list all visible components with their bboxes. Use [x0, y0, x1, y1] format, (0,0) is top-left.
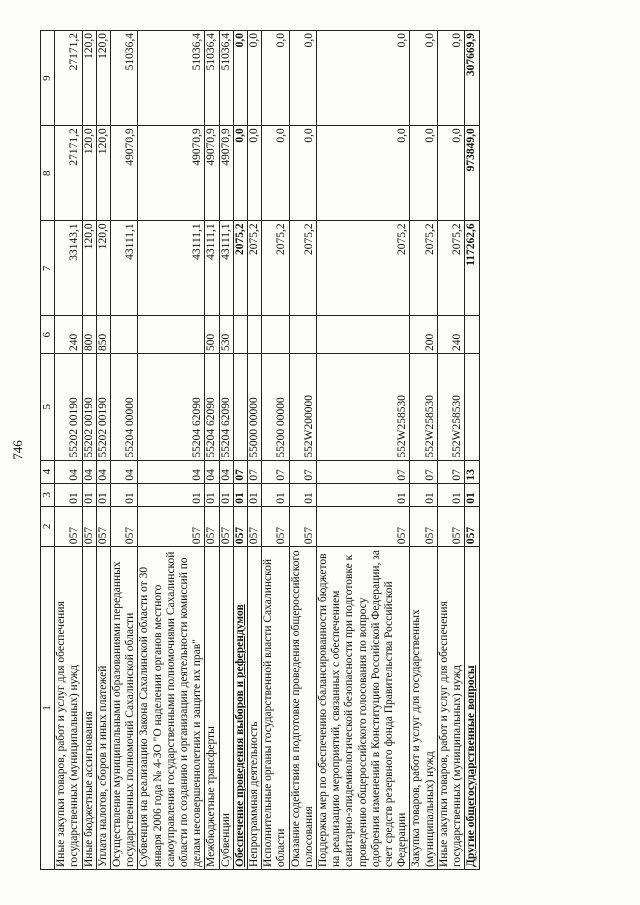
cell-subsection: 07	[289, 460, 316, 483]
column-header: 2	[41, 506, 55, 546]
cell-name: Оказание содействия в подготовке проведения общероссийского голосования	[289, 547, 316, 870]
cell-expense-type	[233, 316, 247, 353]
cell-target-article: 55204 62090	[205, 353, 219, 460]
cell-amount-year2: 49070,9	[205, 126, 219, 221]
cell-expense-type: 240	[437, 316, 464, 353]
cell-subsection: 07	[262, 460, 289, 483]
cell-target-article: 55202 00190	[82, 353, 96, 460]
cell-amount-year2: 120,0	[82, 126, 96, 221]
table-row	[262, 31, 289, 870]
table-row	[410, 31, 437, 870]
cell-section: 01	[262, 483, 289, 506]
cell-target-article: 55204 62090	[138, 353, 205, 460]
cell-target-article: 55202 00190	[96, 353, 110, 460]
cell-subsection: 07	[233, 460, 247, 483]
cell-expense-type: 850	[96, 316, 110, 353]
cell-amount-year1: 2075,2	[410, 221, 437, 316]
cell-expense-type	[111, 316, 138, 353]
cell-subsection: 07	[317, 460, 410, 483]
cell-amount-year2: 49070,9	[219, 126, 233, 221]
cell-amount-year3: 0,0	[317, 31, 410, 126]
cell-admin-code: 057	[262, 506, 289, 546]
cell-amount-year2: 0,0	[289, 126, 316, 221]
cell-amount-year3: 120,0	[82, 31, 96, 126]
cell-name: Иные бюджетные ассигнования	[82, 547, 96, 870]
cell-amount-year1: 43111,1	[111, 221, 138, 316]
cell-amount-year3: 0,0	[289, 31, 316, 126]
cell-name: Межбюджетные трансферты	[205, 547, 219, 870]
cell-section: 01	[111, 483, 138, 506]
cell-amount-year2: 0,0	[248, 126, 262, 221]
cell-section: 01	[205, 483, 219, 506]
cell-expense-type	[465, 316, 479, 353]
cell-amount-year1: 117262,6	[465, 221, 479, 316]
table-row	[82, 31, 96, 870]
cell-admin-code: 057	[289, 506, 316, 546]
cell-amount-year1: 2075,2	[317, 221, 410, 316]
cell-amount-year3: 0,0	[233, 31, 247, 126]
cell-subsection: 04	[82, 460, 96, 483]
cell-target-article: 55000 00000	[248, 353, 262, 460]
cell-name: Субвенция на реализацию Закона Сахалинской области от 30 января 2006 года № 4-ЗО "О наделении органов местного самоуправления государственными полномочиями Сахалинской области по созданию и организации деятельности комиссий по делам несовершеннолетних и защите их прав"	[138, 547, 205, 870]
cell-subsection: 13	[465, 460, 479, 483]
cell-admin-code: 057	[111, 506, 138, 546]
cell-amount-year1: 120,0	[82, 221, 96, 316]
cell-amount-year3: 0,0	[437, 31, 464, 126]
cell-expense-type: 240	[55, 316, 82, 353]
cell-amount-year3: 51036,4	[138, 31, 205, 126]
cell-subsection: 04	[219, 460, 233, 483]
cell-section: 01	[96, 483, 110, 506]
cell-target-article	[465, 353, 479, 460]
cell-amount-year2: 0,0	[262, 126, 289, 221]
cell-subsection: 07	[248, 460, 262, 483]
column-header: 1	[41, 547, 55, 870]
table-row	[317, 31, 410, 870]
cell-amount-year2: 49070,9	[111, 126, 138, 221]
table-row	[205, 31, 219, 870]
cell-amount-year3: 0,0	[410, 31, 437, 126]
budget-table	[40, 30, 480, 870]
cell-name: Поддержка мер по обеспечению сбалансированности бюджетов на реализацию мероприятий, связанных с обеспечением санитарно-эпидемиологической безопасности при подготовке к проведению общероссийского голосования по вопросу одобрения изменений в Конституцию Российской Федерации, за счет средств резервного фонда Правительства Российской Федерации	[317, 547, 410, 870]
cell-name: Иные закупки товаров, работ и услуг для обеспечения государственных (муниципальных) нужд	[437, 547, 464, 870]
header-row	[41, 31, 55, 870]
cell-amount-year2: 973849,0	[465, 126, 479, 221]
table-row	[96, 31, 110, 870]
cell-expense-type: 500	[205, 316, 219, 353]
cell-name: Осуществление муниципальными образованиями переданных государственных полномочий Сахалинской области	[111, 547, 138, 870]
cell-name: Субвенции	[219, 547, 233, 870]
cell-target-article: 552W258530	[410, 353, 437, 460]
cell-subsection: 04	[96, 460, 110, 483]
column-header: 8	[41, 126, 55, 221]
cell-expense-type	[262, 316, 289, 353]
cell-section: 01	[248, 483, 262, 506]
cell-name: Непрограммная деятельность	[248, 547, 262, 870]
cell-amount-year1: 2075,2	[233, 221, 247, 316]
cell-target-article: 55200 00000	[262, 353, 289, 460]
cell-expense-type	[289, 316, 316, 353]
cell-name: Обеспечение проведения выборов и референдумов	[233, 547, 247, 870]
cell-amount-year3: 0,0	[262, 31, 289, 126]
cell-amount-year3: 0,0	[248, 31, 262, 126]
cell-admin-code: 057	[138, 506, 205, 546]
table-row	[289, 31, 316, 870]
cell-admin-code: 057	[248, 506, 262, 546]
cell-amount-year1: 43111,1	[138, 221, 205, 316]
cell-name: Иные закупки товаров, работ и услуг для обеспечения государственных (муниципальных) нужд	[55, 547, 82, 870]
cell-amount-year3: 120,0	[96, 31, 110, 126]
column-header: 5	[41, 353, 55, 460]
cell-amount-year1: 43111,1	[205, 221, 219, 316]
cell-amount-year2: 0,0	[317, 126, 410, 221]
cell-admin-code: 057	[410, 506, 437, 546]
cell-name: Другие общегосударственные вопросы	[465, 547, 479, 870]
cell-admin-code: 057	[465, 506, 479, 546]
rotated-content	[10, 30, 480, 870]
cell-expense-type: 530	[219, 316, 233, 353]
cell-amount-year2: 0,0	[410, 126, 437, 221]
table-row	[233, 31, 247, 870]
cell-name: Уплата налогов, сборов и иных платежей	[96, 547, 110, 870]
cell-amount-year1: 2075,2	[289, 221, 316, 316]
cell-amount-year3: 51036,4	[205, 31, 219, 126]
cell-expense-type	[248, 316, 262, 353]
cell-subsection: 07	[437, 460, 464, 483]
cell-amount-year1: 33143,1	[55, 221, 82, 316]
table-row	[55, 31, 82, 870]
column-header: 3	[41, 483, 55, 506]
column-header: 6	[41, 316, 55, 353]
cell-amount-year3: 51036,4	[219, 31, 233, 126]
cell-expense-type	[317, 316, 410, 353]
cell-target-article: 55204 62090	[219, 353, 233, 460]
cell-admin-code: 057	[437, 506, 464, 546]
cell-admin-code: 057	[317, 506, 410, 546]
table-row	[248, 31, 262, 870]
cell-subsection: 04	[55, 460, 82, 483]
table-row	[465, 31, 479, 870]
cell-admin-code: 057	[55, 506, 82, 546]
cell-amount-year2: 120,0	[96, 126, 110, 221]
cell-admin-code: 057	[219, 506, 233, 546]
cell-target-article	[233, 353, 247, 460]
column-header: 7	[41, 221, 55, 316]
cell-amount-year3: 27171,2	[55, 31, 82, 126]
cell-name: Закупка товаров, работ и услуг для государственных (муниципальных) нужд	[410, 547, 437, 870]
cell-expense-type: 200	[410, 316, 437, 353]
cell-section: 01	[289, 483, 316, 506]
cell-section: 01	[138, 483, 205, 506]
cell-section: 01	[317, 483, 410, 506]
cell-admin-code: 057	[96, 506, 110, 546]
cell-section: 01	[437, 483, 464, 506]
cell-subsection: 04	[111, 460, 138, 483]
cell-section: 01	[219, 483, 233, 506]
cell-subsection: 04	[205, 460, 219, 483]
table-row	[219, 31, 233, 870]
cell-amount-year2: 49070,9	[138, 126, 205, 221]
cell-section: 01	[465, 483, 479, 506]
cell-amount-year1: 120,0	[96, 221, 110, 316]
cell-name: Исполнительные органы государственной власти Сахалинской области	[262, 547, 289, 870]
table-row	[437, 31, 464, 870]
column-header: 9	[41, 31, 55, 126]
cell-admin-code: 057	[233, 506, 247, 546]
cell-amount-year3: 51036,4	[111, 31, 138, 126]
cell-subsection: 04	[138, 460, 205, 483]
cell-admin-code: 057	[82, 506, 96, 546]
cell-target-article: 552W258530	[317, 353, 410, 460]
cell-section: 01	[410, 483, 437, 506]
column-header: 4	[41, 460, 55, 483]
cell-target-article: 55204 00000	[111, 353, 138, 460]
cell-amount-year3: 307669,9	[465, 31, 479, 126]
table-row	[111, 31, 138, 870]
cell-amount-year2: 27171,2	[55, 126, 82, 221]
page-number: 746	[10, 440, 25, 460]
cell-section: 01	[82, 483, 96, 506]
cell-amount-year1: 2075,2	[437, 221, 464, 316]
cell-amount-year1: 2075,2	[262, 221, 289, 316]
cell-amount-year1: 43111,1	[219, 221, 233, 316]
cell-expense-type	[138, 316, 205, 353]
cell-amount-year1: 2075,2	[248, 221, 262, 316]
table-row	[138, 31, 205, 870]
cell-subsection: 07	[410, 460, 437, 483]
cell-target-article: 55202 00190	[55, 353, 82, 460]
cell-target-article: 552W200000	[289, 353, 316, 460]
cell-section: 01	[233, 483, 247, 506]
cell-amount-year2: 0,0	[437, 126, 464, 221]
cell-admin-code: 057	[205, 506, 219, 546]
cell-amount-year2: 0,0	[233, 126, 247, 221]
cell-expense-type: 800	[82, 316, 96, 353]
cell-section: 01	[55, 483, 82, 506]
cell-target-article: 552W258530	[437, 353, 464, 460]
